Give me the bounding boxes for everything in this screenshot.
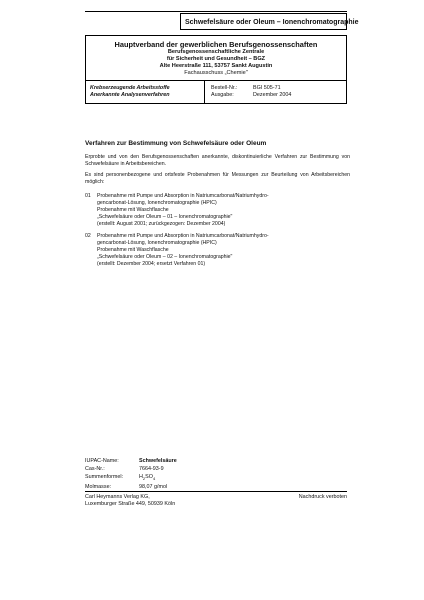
method-line: Probenahme mit Waschflasche	[97, 207, 169, 213]
header-order-info	[205, 81, 297, 103]
order-value: BGI 505-71	[253, 85, 281, 91]
intro-paragraph-2: Es sind personenbezogene und ortsfeste Probenahmen für Messungen zur Beurteilung von Arbeitsbereichen möglich:	[85, 172, 350, 185]
header-info-row	[86, 81, 346, 103]
intro-paragraph: Erprobte und von den Berufsgenossenschaften anerkannte, diskontinuierliche Verfahren zur Bestimmung von Schwefelsäure in Arbeitsbereichen.	[85, 154, 350, 167]
method-item-02	[85, 233, 350, 268]
cas-label: Cas-Nr.:	[85, 466, 105, 472]
running-head: Schwefelsäure oder Oleum – Ionenchromatographie	[180, 13, 347, 30]
method-line: gencarbonat-Lösung, Ionenchromatographie (HPIC)	[97, 240, 217, 246]
method-item-01	[85, 193, 350, 228]
method-line: gencarbonat-Lösung, Ionenchromatographie (HPIC)	[97, 200, 217, 206]
org-title: Hauptverband der gewerblichen Berufsgenossenschaften	[114, 40, 318, 49]
method-line: „Schwefelsäure oder Oleum – 01 – Ionenchromatographie"	[97, 214, 233, 220]
formula-label: Summenformel:	[85, 474, 124, 480]
category-line-1: Krebserzeugende Arbeitsstoffe	[90, 85, 170, 91]
org-address: Alte Heerstraße 111, 53757 Sankt Augustin	[159, 63, 273, 69]
org-line-1: Berufsgenossenschaftliche Zentrale	[167, 49, 265, 55]
reprint-notice: Nachdruck verboten	[298, 494, 347, 500]
method-line: „Schwefelsäure oder Oleum – 02 – Ionenchromatographie"	[97, 254, 233, 260]
publisher	[85, 494, 175, 508]
order-label: Bestell-Nr.:	[211, 85, 238, 91]
publisher-name: Carl Heymanns Verlag KG,	[85, 494, 150, 500]
iupac-label: IUPAC-Name:	[85, 458, 119, 464]
category-line-2: Anerkannte Analysenverfahren	[90, 92, 170, 98]
method-line: (erstellt: Dezember 2004; ersetzt Verfahren 01)	[97, 261, 206, 267]
cas-value: 7664-93-9	[139, 466, 164, 472]
iupac-value: Schwefelsäure	[139, 458, 177, 464]
molar-mass-label: Molmasse:	[85, 484, 112, 491]
method-number: 01	[85, 193, 91, 199]
method-line: Probenahme mit Pumpe und Absorption in Natriumcarbonat/Natriumhydro-	[97, 233, 269, 239]
molar-mass-value: 98,07 g/mol	[139, 484, 168, 491]
header-box	[85, 35, 347, 104]
header-category	[86, 81, 205, 103]
footer-rule	[85, 491, 347, 492]
edition-value: Dezember 2004	[253, 92, 292, 98]
method-line: (erstellt: August 2001; zurückgezogen: Dezember 2004)	[97, 221, 226, 227]
document-title: Verfahren zur Bestimmung von Schwefelsäure oder Oleum	[85, 140, 267, 147]
publisher-address: Luxemburger Straße 449, 50939 Köln	[85, 501, 176, 507]
org-committee: Fachausschuss „Chemie"	[184, 70, 248, 76]
header-org-block	[86, 36, 346, 81]
method-number: 02	[85, 233, 91, 239]
edition-label: Ausgabe:	[211, 92, 234, 98]
method-line: Probenahme mit Pumpe und Absorption in Natriumcarbonat/Natriumhydro-	[97, 193, 269, 199]
substance-data	[85, 457, 177, 491]
org-line-2: für Sicherheit und Gesundheit – BGZ	[166, 56, 266, 62]
top-rule	[85, 11, 347, 12]
formula-value: $H_2SO_4$	[139, 474, 156, 482]
method-line: Probenahme mit Waschflasche	[97, 247, 169, 253]
